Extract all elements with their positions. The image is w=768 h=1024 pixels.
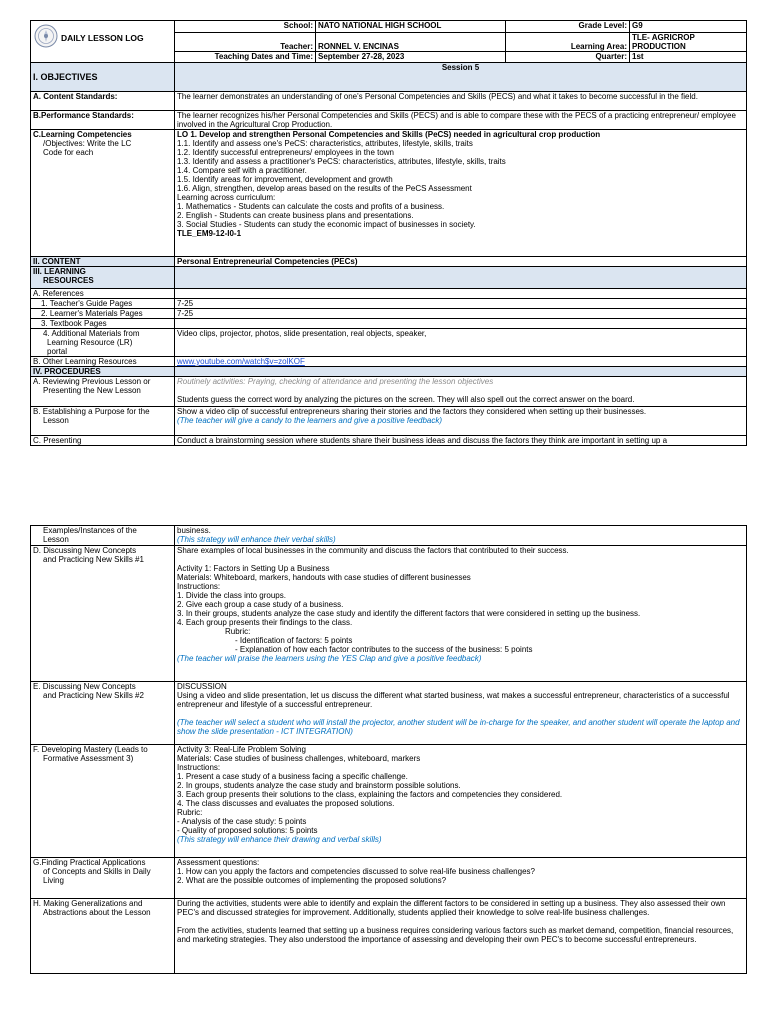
performance-standards-text: The learner recognizes his/her Personal Competencies and Skills (PECS) and is able to compare these with the PECS of a practicing entrepreneur/ employee involved in the Agricultural Crop Production.	[175, 111, 747, 130]
lc-label	[31, 130, 175, 257]
lc-item: 3. Social Studies - Students can study the economic impact of businesses in society.	[177, 220, 476, 229]
school-label: School:	[175, 21, 316, 33]
proc-e-title: DISCUSSION	[177, 682, 227, 691]
proc-e-label-line-2: and Practicing New Skills #2	[43, 691, 144, 700]
resources-heading-line-2: RESOURCES	[43, 276, 94, 285]
proc-c-label-cont-line-1: Examples/Instances of the	[43, 526, 137, 535]
proc-h-content	[175, 899, 747, 974]
resources-heading	[31, 267, 175, 289]
proc-g-line: 2. What are the possible outcomes of implementing the proposed solutions?	[177, 876, 447, 885]
proc-d-line: 2. Give each group a case study of a business.	[177, 600, 344, 609]
proc-c-text: Conduct a brainstorming session where students share their business ideas and discuss the factors they think are important in setting up a	[175, 436, 747, 446]
proc-h-paragraph-1: During the activities, students were able to identify and explain the different factors to be considered in setting up a business. They also assessed their own PEC's and discussed strategies for improvement. Additionally, students applied their knowledge to solve real-life business challenges.	[177, 899, 726, 917]
proc-d-line: 3. In their groups, students analyze the case study and identify the different factors that were considered in setting up the business.	[177, 609, 641, 618]
proc-g-content	[175, 858, 747, 899]
proc-f-line: Instructions:	[177, 763, 221, 772]
proc-f-line: 3. Each group presents their solutions to the class, explaining the factors and competencies they considered.	[177, 790, 563, 799]
proc-f-line: Materials: Case studies of business challenges, whiteboard, markers	[177, 754, 421, 763]
grade-label: Grade Level:	[506, 21, 630, 33]
proc-d-line: 4. Each group presents their findings to the class.	[177, 618, 353, 627]
lc-item: Learning across curriculum:	[177, 193, 276, 202]
proc-f-note: (This strategy will enhance their drawing and verbal skills)	[177, 835, 382, 844]
proc-e-text: Using a video and slide presentation, let us discuss the different what started business, wat makes a successful entrepreneur, characteristics of a successful entrepreneur and lifestyle of a successful entrepreneur.	[177, 691, 730, 709]
additional-materials-value: Video clips, projector, photos, slide presentation, real objects, speaker,	[175, 329, 747, 357]
references-label: A. References	[31, 289, 175, 299]
proc-d-intro: Share examples of local businesses in the community and discuss the factors that contributed to their success.	[177, 546, 569, 555]
teacher-value: RONNEL V. ENCINAS	[316, 33, 506, 52]
proc-h-label-line-2: Abstractions about the Lesson	[43, 908, 151, 917]
page-1	[30, 20, 746, 446]
proc-e-label-line-1: E. Discussing New Concepts	[33, 682, 136, 691]
tg-value: 7-25	[175, 299, 747, 309]
proc-a-label-line-2: Presenting the New Lesson	[43, 386, 141, 395]
lc-label-line-2: /Objectives: Write the LC	[43, 139, 132, 148]
proc-g-label-line-3: Living	[43, 876, 64, 885]
dates-label: Teaching Dates and Time:	[175, 52, 316, 63]
spacer	[177, 709, 744, 718]
proc-g-line: Assessment questions:	[177, 858, 260, 867]
proc-d-line: Materials: Whiteboard, markers, handouts with case studies of different businesses	[177, 573, 471, 582]
proc-d-rubric-item: - Identification of factors: 5 points	[235, 636, 353, 645]
other-resources-cell	[175, 357, 747, 367]
lm-value: 7-25	[175, 309, 747, 319]
log-title: DAILY LESSON LOG	[61, 33, 144, 43]
proc-h-label	[31, 899, 175, 974]
proc-f-line: Rubric:	[177, 808, 203, 817]
additional-materials-label	[31, 329, 175, 357]
lc-item: 1. Mathematics - Students can calculate the costs and profits of a business.	[177, 202, 445, 211]
objectives-heading: I. OBJECTIVES	[31, 63, 175, 92]
proc-f-content	[175, 745, 747, 858]
lm-label: 2. Learner's Materials Pages	[31, 309, 175, 319]
lc-item: 1.4. Compare self with a practitioner.	[177, 166, 307, 175]
proc-f-line: 4. The class discusses and evaluates the proposed solutions.	[177, 799, 395, 808]
proc-f-line: - Quality of proposed solutions: 5 points	[177, 826, 318, 835]
proc-g-line: 1. How can you apply the factors and competencies discussed to solve real-life business challenges?	[177, 867, 535, 876]
lc-code: TLE_EM9-12-I0-1	[177, 229, 242, 238]
lc-content	[175, 130, 747, 257]
proc-c-label-cont-line-2: Lesson	[43, 535, 69, 544]
content-standards-label: A. Content Standards:	[31, 92, 175, 111]
proc-a-content	[175, 377, 747, 407]
spacer	[177, 386, 744, 395]
youtube-link[interactable]: www.youtube.com/watch$v=zolKOF	[177, 357, 305, 366]
proc-d-label-line-1: D. Discussing New Concepts	[33, 546, 137, 555]
header-table	[30, 20, 747, 63]
proc-b-label-line-1: B. Establishing a Purpose for the	[33, 407, 150, 416]
lc-item: 2. English - Students can create business plans and presentations.	[177, 211, 414, 220]
lesson-table-page-2	[30, 525, 747, 974]
proc-f-label-line-1: F. Developing Mastery (Leads to	[33, 745, 148, 754]
tb-label: 3. Textbook Pages	[31, 319, 175, 329]
proc-f-line: 2. In groups, students analyze the case study and brainstorm possible solutions.	[177, 781, 461, 790]
lc-item: 1.3. Identify and assess a practitioner's PeCS: characteristics, attributes, lifestyle, skills, traits	[177, 157, 506, 166]
dates-value: September 27-28, 2023	[316, 52, 506, 63]
proc-c-label-cont	[31, 526, 175, 546]
proc-a-label-line-1: A. Reviewing Previous Lesson or	[33, 377, 151, 386]
proc-b-content	[175, 407, 747, 436]
add-label-line-3: portal	[47, 347, 68, 356]
proc-d-note: (The teacher will praise the learners using the YES Clap and give a positive feedback)	[177, 654, 482, 663]
proc-d-rubric-item: - Explanation of how each factor contributes to the success of the business: 5 points	[235, 645, 533, 654]
proc-d-label	[31, 546, 175, 682]
spacer	[177, 917, 744, 926]
add-label-line-2: Learning Resource (LR)	[47, 338, 133, 347]
proc-d-rubric: Rubric:	[225, 627, 251, 636]
content-value: Personal Entrepreneurial Competencies (PECs)	[175, 257, 747, 267]
teacher-label: Teacher:	[175, 33, 316, 52]
proc-a-label	[31, 377, 175, 407]
lc-item: 1.6. Align, strengthen, develop areas based on the results of the PeCS Assessment	[177, 184, 472, 193]
lc-label-line-1: C.Learning Competencies	[33, 130, 132, 139]
proc-f-label-line-2: Formative Assessment 3)	[43, 754, 134, 763]
grade-value: G9	[630, 21, 747, 33]
content-heading: II. CONTENT	[31, 257, 175, 267]
page-2	[30, 525, 746, 974]
proc-f-line: - Analysis of the case study: 5 points	[177, 817, 307, 826]
add-label-line-1: 4. Additional Materials from	[43, 329, 140, 338]
performance-standards-label: B.Performance Standards:	[31, 111, 175, 130]
area-value: TLE- AGRICROP PRODUCTION	[630, 33, 747, 52]
proc-f-label	[31, 745, 175, 858]
procedures-heading: IV. PROCEDURES	[31, 367, 175, 377]
proc-c-text-cont: business.	[177, 526, 211, 535]
proc-a-routine: Routinely activities: Praying, checking of attendance and presenting the lesson objectives	[177, 377, 494, 386]
quarter-label: Quarter:	[506, 52, 630, 63]
school-value: NATO NATIONAL HIGH SCHOOL	[316, 21, 506, 33]
lc-label-line-3: Code for each	[43, 148, 94, 157]
lesson-table-page-1	[30, 62, 747, 446]
resources-heading-line-1: III. LEARNING	[33, 267, 86, 276]
proc-d-line: Instructions:	[177, 582, 221, 591]
tb-value	[175, 319, 747, 329]
proc-c-content-cont	[175, 526, 747, 546]
proc-f-line: Activity 3: Real-Life Problem Solving	[177, 745, 306, 754]
lc-title: LO 1. Develop and strengthen Personal Competencies and Skills (PeCS) needed in agricultural crop production	[177, 130, 601, 139]
proc-b-text: Show a video clip of successful entrepreneurs sharing their stories and the factors they considered when setting up their businesses.	[177, 407, 647, 416]
proc-g-label	[31, 858, 175, 899]
lc-item: 1.2. Identify successful entrepreneurs/ employees in the town	[177, 148, 395, 157]
deped-seal-icon	[34, 24, 58, 48]
logo-cell	[31, 21, 175, 63]
content-standards-text: The learner demonstrates an understanding of one's Personal Competencies and Skills (PECS) and what it takes to become successful in the field.	[175, 92, 747, 111]
proc-e-note: (The teacher will select a student who will install the projector, another student will be in-charge for the speaker, and another student will operate the laptop and show the slide presentation - ICT INTEGRATION)	[177, 718, 740, 736]
proc-e-content	[175, 682, 747, 745]
proc-h-label-line-1: H. Making Generalizations and	[33, 899, 143, 908]
proc-h-paragraph-2: From the activities, students learned that setting up a business requires considering various factors such as market demand, competition, financial resources, and marketing strategies. They also understood the importance of assessing and developing their own PEC's to become successful entrepreneurs.	[177, 926, 734, 944]
resources-heading-blank	[175, 267, 747, 289]
proc-b-label-line-2: Lesson	[43, 416, 69, 425]
other-resources-label: B. Other Learning Resources	[31, 357, 175, 367]
procedures-heading-blank	[175, 367, 747, 377]
session-label: Session 5	[175, 63, 747, 92]
proc-f-line: 1. Present a case study of a business facing a specific challenge.	[177, 772, 408, 781]
quarter-value: 1st	[630, 52, 747, 63]
proc-c-label: C. Presenting	[31, 436, 175, 446]
proc-b-note: (The teacher will give a candy to the learners and give a positive feedback)	[177, 416, 443, 425]
proc-d-line: 1. Divide the class into groups.	[177, 591, 286, 600]
proc-b-label	[31, 407, 175, 436]
proc-d-line: Activity 1: Factors in Setting Up a Business	[177, 564, 330, 573]
spacer	[177, 555, 744, 564]
proc-g-label-line-1: G.Finding Practical Applications	[33, 858, 146, 867]
proc-a-text: Students guess the correct word by analyzing the pictures on the screen. They will also spell out the correct answer on the board.	[177, 395, 635, 404]
lc-item: 1.1. Identify and assess one's PeCS: characteristics, attributes, lifestyle, skills, traits	[177, 139, 473, 148]
proc-d-content	[175, 546, 747, 682]
area-label: Learning Area:	[506, 33, 630, 52]
references-value	[175, 289, 747, 299]
proc-e-label	[31, 682, 175, 745]
proc-c-note: (This strategy will enhance their verbal skills)	[177, 535, 336, 544]
lc-item: 1.5. Identify areas for improvement, development and growth	[177, 175, 393, 184]
proc-g-label-line-2: of Concepts and Skills in Daily	[43, 867, 151, 876]
proc-d-label-line-2: and Practicing New Skills #1	[43, 555, 144, 564]
tg-label: 1. Teacher's Guide Pages	[31, 299, 175, 309]
